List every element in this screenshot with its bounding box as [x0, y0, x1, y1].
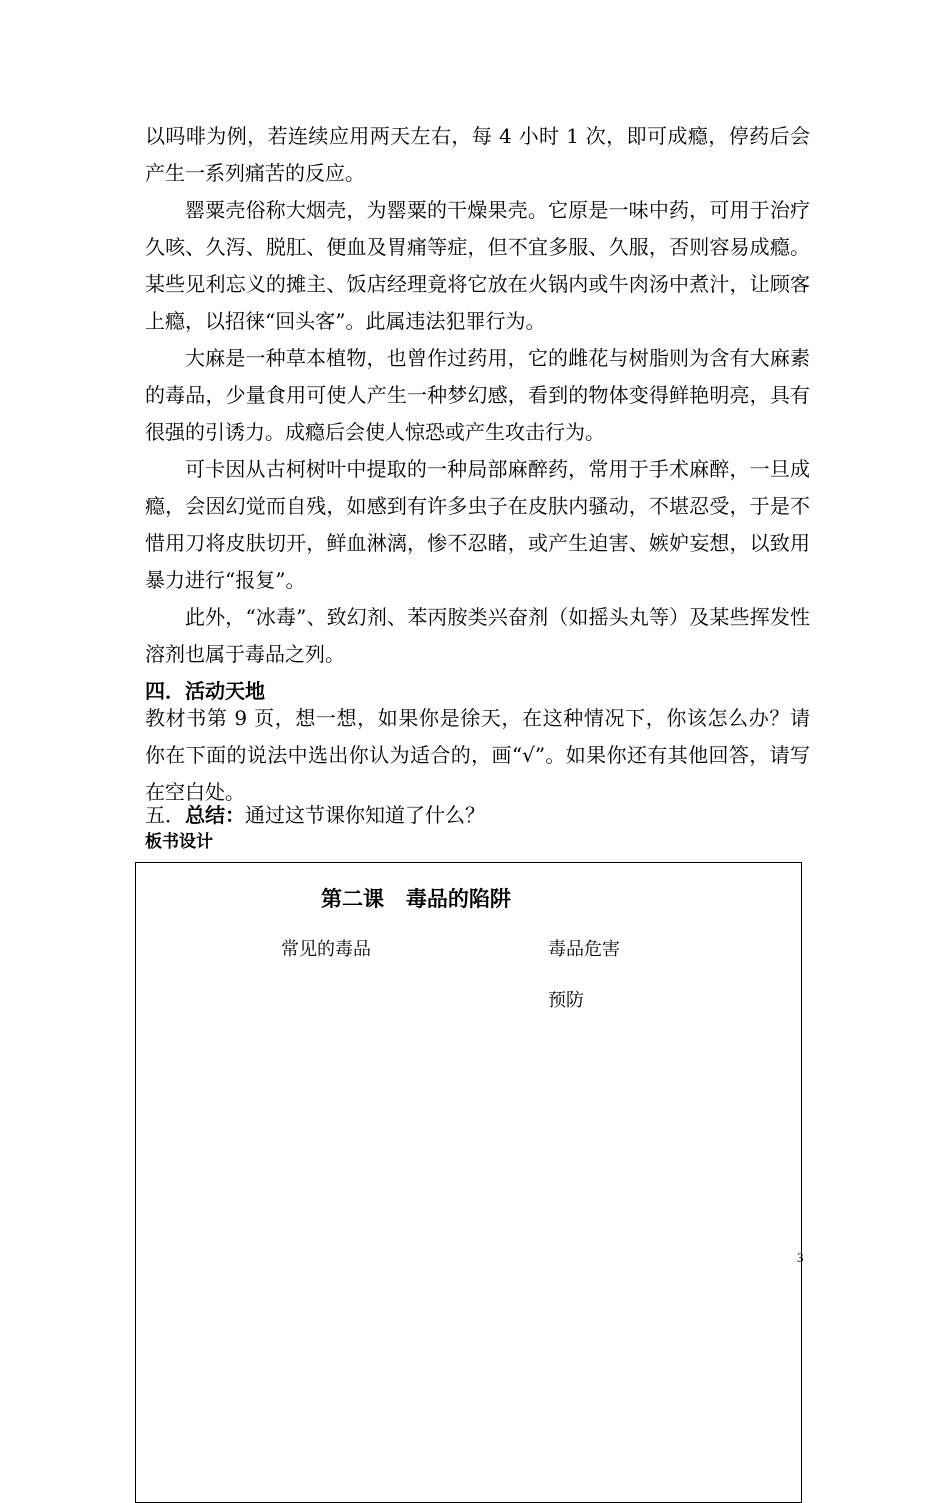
body-text	[145, 118, 810, 673]
section-4-heading: 四．活动天地	[145, 679, 265, 703]
paragraph-morphine: 以吗啡为例，若连续应用两天左右，每 4 小时 1 次，即可成瘾，停药后会产生一系列痛苦的反应。	[145, 124, 810, 185]
paragraph-cocaine: 可卡因从古柯树叶中提取的一种局部麻醉药，常用于手术麻醉，一旦成瘾，会因幻觉而自残，如感到有许多虫子在皮肤内骚动，不堪忍受，于是不惜用刀将皮肤切开，鲜血淋漓，惨不忍睹，或产生迫害、嫉妒妄想，以致用暴力进行“报复”。	[145, 457, 810, 592]
section-5-prefix: 五．	[145, 803, 185, 827]
section-5-text: 通过这节课你知道了什么？	[245, 803, 485, 827]
page-number: 3	[797, 1250, 804, 1265]
board-item-drug-harm: 毒品危害	[548, 939, 620, 960]
board-item-common-drugs: 常见的毒品	[281, 939, 371, 960]
section-4-text: 教材书第 9 页，想一想，如果你是徐天，在这种情况下，你该怎么办？请你在下面的说法中选出你认为适合的，画“√”。如果你还有其他回答，请写在空白处。	[145, 706, 810, 804]
section-5	[145, 804, 810, 826]
board-item-prevention: 预防	[548, 990, 584, 1011]
board-title: 第二课 毒品的陷阱	[321, 887, 511, 911]
paragraph-poppy-shell: 罂粟壳俗称大烟壳，为罂粟的干燥果壳。它原是一味中药，可用于治疗久咳、久泻、脱肛、便血及胃痛等症，但不宜多服、久服，否则容易成瘾。某些见利忘义的摊主、饭店经理竟将它放在火锅内或牛肉汤中煮汁，让顾客上瘾，以招徕“回头客”。此属违法犯罪行为。	[145, 198, 810, 333]
board-design-label: 板书设计	[145, 832, 213, 852]
board-design-box	[135, 862, 802, 1503]
paragraph-other-drugs: 此外，“冰毒”、致幻剂、苯丙胺类兴奋剂（如摇头丸等）及某些挥发性溶剂也属于毒品之列。	[145, 605, 810, 666]
section-5-label: 总结：	[185, 803, 245, 827]
paragraph-cannabis: 大麻是一种草本植物，也曾作过药用，它的雌花与树脂则为含有大麻素的毒品，少量食用可使人产生一种梦幻感，看到的物体变得鲜艳明亮，具有很强的引诱力。成瘾后会使人惊恐或产生攻击行为。	[145, 346, 810, 444]
